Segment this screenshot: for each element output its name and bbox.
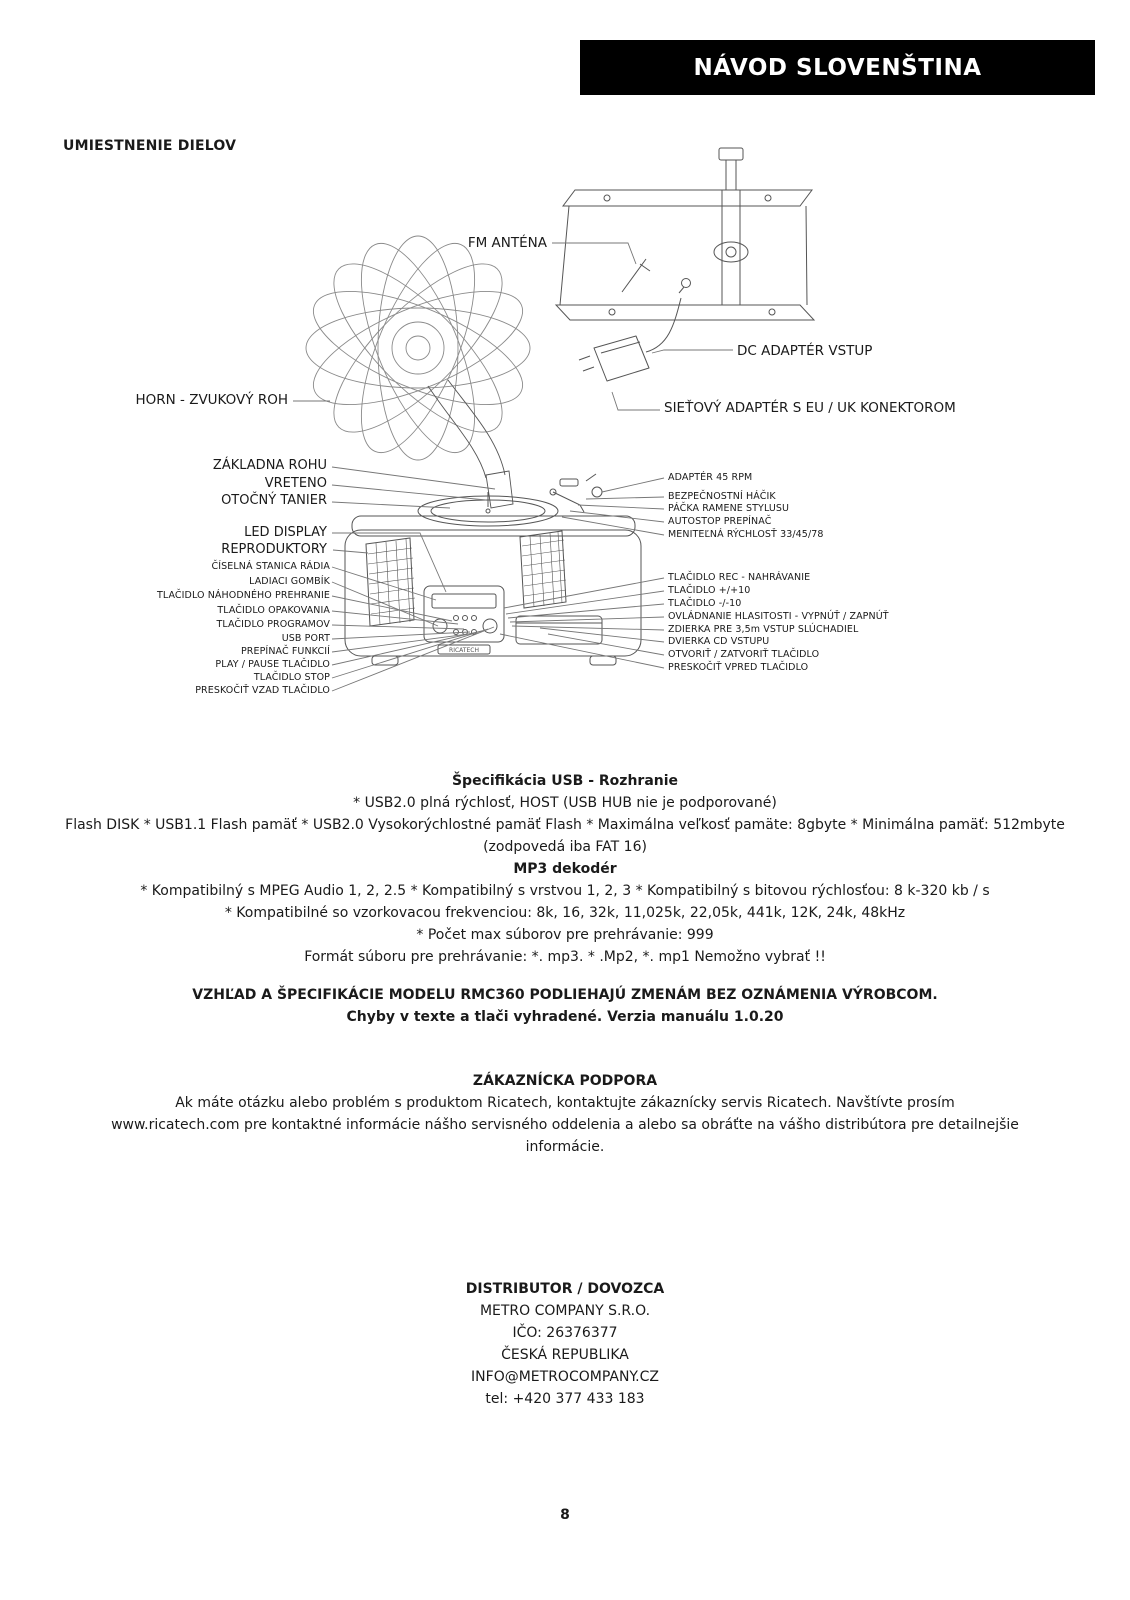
disclaimer-line: Chyby v texte a tlači vyhradené. Verzia manuálu 1.0.20 (346, 1009, 784, 1025)
label-program-button: TLAČIDLO PROGRAMOV (216, 619, 330, 630)
label-skip-back: PRESKOČIŤ VZAD TLAČIDLO (195, 685, 330, 696)
label-headphone-jack: ZDIERKA PRE 3,5m VSTUP SLÚCHADIEL (668, 624, 859, 635)
distributor-company: METRO COMPANY S.R.O. (479, 1303, 651, 1319)
page-number: 8 (560, 1507, 570, 1523)
label-function-switch: PREPÍNAČ FUNKCIÍ (240, 646, 330, 657)
label-safety-hook: BEZPEČNOSTNÍ HÁČIK (668, 491, 776, 502)
label-volume-control: OVLÁDNANIE HLASITOSTI - VYPNÚŤ / ZAPNÚŤ (668, 611, 889, 622)
customer-support-section (110, 1070, 1020, 1158)
label-radio-station: ČÍSELNÁ STANICA RÁDIA (211, 561, 330, 572)
page-header-badge: NÁVOD SLOVENŠTINA (580, 40, 1095, 95)
label-45rpm-adapter: ADAPTÉR 45 RPM (668, 472, 753, 483)
usb-spec-title: Špecifikácia USB - Rozhranie (451, 773, 679, 789)
label-repeat-button: TLAČIDLO OPAKOVANIA (217, 605, 330, 616)
label-stylus-lever: PÁČKA RAMENE STYLUSU (668, 503, 790, 514)
distributor-email: INFO@METROCOMPANY.CZ (471, 1369, 659, 1385)
usb-spec-line: Flash DISK * USB1.1 Flash pamäť * USB2.0 Vysokorýchlostné pamäť Flash * Maximálna veľkosť pamäte: 8gbyte * Minimálna pamäť: 512mbyte (zodpovedá iba FAT 16) (65, 817, 1065, 855)
label-usb-port: USB PORT (281, 633, 330, 644)
disclaimer-section (55, 984, 1075, 1028)
distributor-ico: IČO: 26376377 (512, 1325, 618, 1341)
mp3-spec-line: * Kompatibilné so vzorkovacou frekvenciou: 8k, 16, 32k, 11,025k, 22,05k, 441k, 12K, 24k, 48kHz (224, 905, 906, 921)
label-led-display: LED DISPLAY (244, 525, 327, 540)
usb-spec-section (55, 770, 1075, 968)
usb-spec-line: * USB2.0 plná rýchlosť, HOST (USB HUB nie je podporované) (353, 795, 777, 811)
section-title: UMIESTNENIE DIELOV (63, 138, 237, 154)
label-horn: HORN - ZVUKOVÝ ROH (135, 392, 288, 408)
brand-text: RICATECH (449, 647, 479, 654)
leader-lines (293, 243, 733, 691)
label-mains-adapter: SIEŤOVÝ ADAPTÉR S EU / UK KONEKTOROM (664, 400, 956, 416)
label-spindle: VRETENO (264, 476, 327, 491)
distributor-section (0, 1278, 1130, 1410)
customer-support-body: Ak máte otázku alebo problém s produktom Ricatech, kontaktujte zákaznícky servis Ricatech. Navštívte prosím www.ricatech.com pre kontaktné informácie nášho servisného oddelenia a alebo sa obráťte na vášho distribútora pre detailnejšie informácie. (111, 1095, 1019, 1155)
distributor-phone: tel: +420 377 433 183 (485, 1391, 645, 1407)
label-random-button: TLAČIDLO NÁHODNÉHO PREHRANIE (156, 590, 330, 601)
label-skip-forward: PRESKOČIŤ VPRED TLAČIDLO (668, 662, 809, 673)
label-dc-adapter-input: DC ADAPTÉR VSTUP (737, 343, 873, 359)
label-open-close-button: OTVORIŤ / ZATVORIŤ TLAČIDLO (668, 649, 820, 660)
mp3-spec-line: * Kompatibilný s MPEG Audio 1, 2, 2.5 * Kompatibilný s vrstvou 1, 2, 3 * Kompatibilný s bitovou rýchlosťou: 8 k-320 kb / s (140, 883, 990, 899)
customer-support-title: ZÁKAZNÍCKA PODPORA (472, 1073, 658, 1089)
label-cd-door: DVIERKA CD VSTUPU (668, 636, 770, 647)
label-speakers: REPRODUKTORY (221, 542, 327, 557)
label-minus10-button: TLAČIDLO -/-10 (668, 598, 742, 609)
label-turntable: OTOČNÝ TANIER (221, 493, 327, 508)
distributor-country: ČESKÁ REPUBLIKA (501, 1347, 629, 1363)
mp3-spec-line: Formát súboru pre prehrávanie: *. mp3. * .Mp2, *. mp1 Nemožno vybrať !! (304, 949, 826, 965)
disclaimer-line: VZHĽAD A ŠPECIFIKÁCIE MODELU RMC360 PODLIEHAJÚ ZMENÁM BEZ OZNÁMENIA VÝROBCOM. (192, 987, 938, 1003)
label-stop-button: TLAČIDLO STOP (253, 672, 330, 683)
horn-drawing (299, 229, 537, 508)
dc-adapter-drawing (579, 298, 681, 381)
parts-diagram-drawing (0, 140, 1130, 730)
mp3-decoder-title: MP3 dekodér (513, 861, 617, 877)
speaker-left-drawing (366, 538, 415, 626)
parts-diagram (0, 140, 1130, 730)
control-panel-drawing (424, 586, 504, 654)
speaker-right-drawing (520, 531, 566, 608)
label-rec-button: TLAČIDLO REC - NAHRÁVANIE (668, 572, 811, 583)
fm-antenna-drawing (622, 259, 691, 293)
label-fm-antenna: FM ANTÉNA (467, 235, 547, 251)
mp3-spec-line: * Počet max súborov pre prehrávanie: 999 (416, 927, 714, 943)
label-tuning-knob: LADIACI GOMBÍK (249, 576, 330, 587)
label-autostop-switch: AUTOSTOP PREPÍNAČ (668, 516, 772, 527)
label-horn-base: ZÁKLADNA ROHU (212, 458, 327, 473)
label-plus10-button: TLAČIDLO +/+10 (668, 585, 751, 596)
label-speed-selector: MENITEĽNÁ RÝCHLOSŤ 33/45/78 (668, 529, 824, 540)
label-play-pause: PLAY / PAUSE TLAČIDLO (215, 659, 330, 670)
distributor-title: DISTRIBUTOR / DOVOZCA (465, 1281, 665, 1297)
mounting-frame-drawing (556, 148, 814, 320)
